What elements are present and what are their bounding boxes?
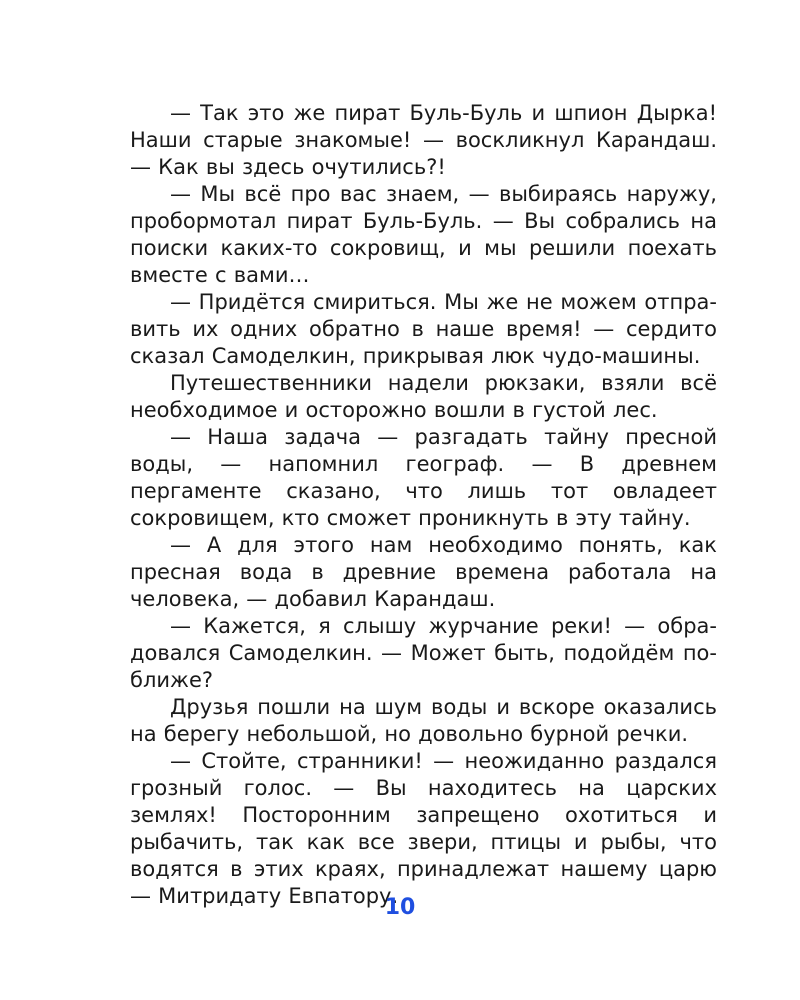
paragraph: Путешественники надели рюкзаки, взяли всё необходимое и осторожно вошли в густой лес. [130,371,717,422]
paragraph: — Мы всё про вас знаем, — выбираясь наружу, пробормотал пират Буль-Буль. — Вы собрались на поиски каких-то сокровищ, и мы решили поехать вместе с вами… [130,182,717,287]
paragraph: — А для этого нам необходимо понять, как пресная вода в древние времена работала на человека, — добавил Карандаш. [130,533,717,611]
paragraph: Друзья пошли на шум воды и вскоре оказались на берегу небольшой, но довольно бурной речки. [130,695,717,746]
paragraph: — Придётся смириться. Мы же не можем отправить их одних обратно в наше время! — сердито сказал Самоделкин, прикрывая люк чудо-машины. [130,290,717,368]
paragraph: — Так это же пират Буль-Буль и шпион Дырка! Наши старые знакомые! — воскликнул Карандаш. — Как вы здесь очутились?! [130,101,717,179]
paragraph: — Наша задача — разгадать тайну пресной воды, — напомнил географ. — В древнем пергаменте сказано, что лишь тот овладеет сокровищем, кто сможет проникнуть в эту тайну. [130,425,717,530]
paragraph: — Стойте, странники! — неожиданно раздался грозный голос. — Вы находитесь на царских землях! Посторонним запрещено охотиться и рыбачить, так как все звери, птицы и рыбы, что водятся в этих краях, принадлежат нашему царю — Митридату Евпатору. [130,749,717,908]
page-text [130,100,717,910]
page-number: 10 [384,895,416,920]
paragraph: — Кажется, я слышу журчание реки! — обрадовался Самоделкин. — Может быть, подойдём поближе? [130,614,717,692]
